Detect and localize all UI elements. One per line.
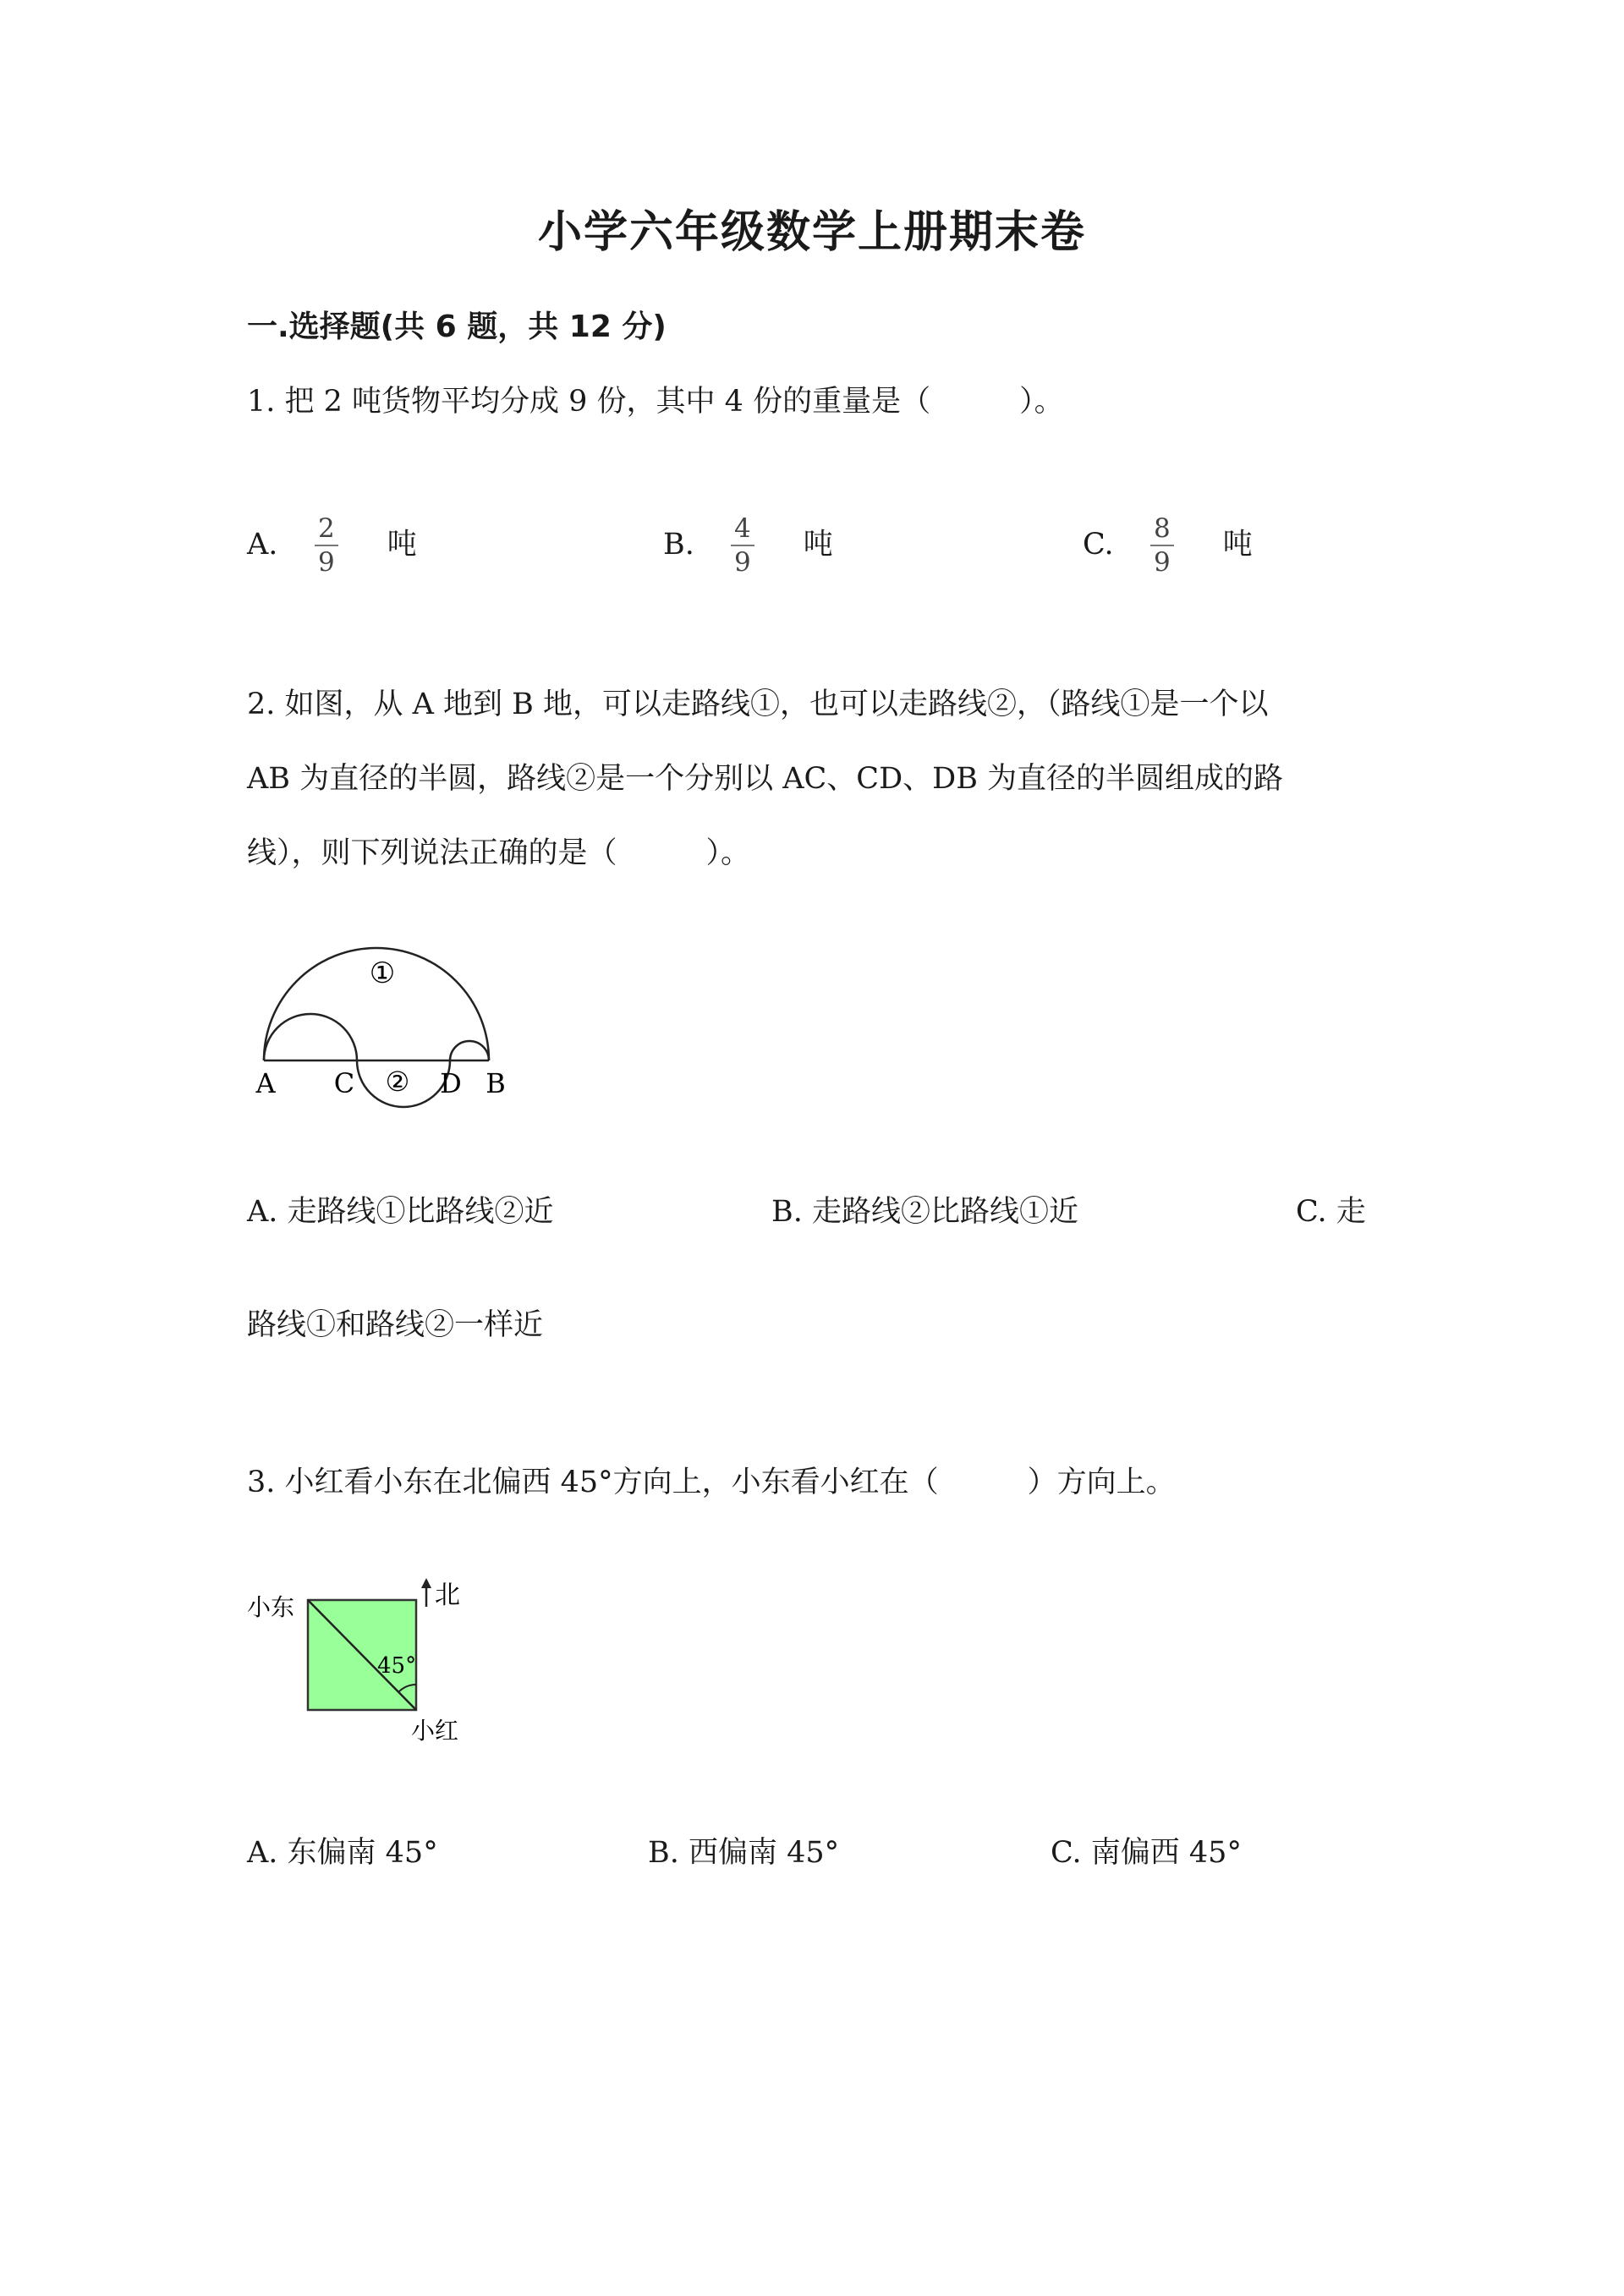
route-2-arc-ac: [264, 1014, 357, 1060]
north-arrow-head: [421, 1578, 431, 1588]
option-unit: 吨: [387, 527, 417, 562]
question-1-option-a[interactable]: [247, 514, 417, 577]
point-label-d: D: [440, 1067, 462, 1099]
point-label-c: C: [333, 1067, 355, 1099]
label-north: 北: [435, 1581, 460, 1610]
option-letter: A.: [247, 527, 278, 562]
question-3-option-b[interactable]: B. 西偏南 45°: [648, 1836, 840, 1870]
question-2-option-c[interactable]: C. 走: [1296, 1195, 1366, 1229]
question-2-option-c-continued: 路线①和路线②一样近: [247, 1308, 544, 1342]
fraction-bar: [315, 545, 338, 546]
page-title: 小学六年级数学上册期末卷: [537, 207, 1086, 258]
question-3-option-c[interactable]: C. 南偏西 45°: [1051, 1836, 1242, 1870]
question-1-option-b[interactable]: [663, 514, 833, 577]
label-xiaohong: 小红: [411, 1717, 459, 1745]
question-2-text-line-1: 2. 如图，从 A 地到 B 地，可以走路线①，也可以走路线②，（路线①是一个以: [247, 688, 1269, 721]
route-2-label: ②: [385, 1066, 410, 1098]
semicircle-route-figure: [254, 947, 516, 1108]
fraction-numerator: 2: [318, 513, 335, 544]
question-2-option-a[interactable]: A. 走路线①比路线②近: [247, 1195, 554, 1229]
fraction: [731, 514, 754, 577]
fraction-denominator: 9: [318, 547, 335, 578]
fraction-denominator: 9: [1154, 547, 1171, 578]
route-1-label: ①: [369, 956, 396, 990]
question-2-text-line-3: 线），则下列说法正确的是（ ）。: [247, 836, 751, 870]
fraction: [315, 514, 338, 577]
question-2-option-b[interactable]: B. 走路线②比路线①近: [771, 1195, 1078, 1229]
option-letter: C.: [1083, 527, 1114, 562]
question-1-text: 1. 把 2 吨货物平均分成 9 份，其中 4 份的重量是（ ）。: [247, 385, 1064, 419]
question-3-option-a[interactable]: A. 东偏南 45°: [247, 1836, 438, 1870]
section-heading: 一.选择题(共 6 题，共 12 分): [247, 310, 667, 344]
fraction-numerator: 4: [734, 513, 751, 544]
option-letter: B.: [663, 527, 694, 562]
question-1-option-c[interactable]: [1083, 514, 1253, 577]
option-unit: 吨: [803, 527, 833, 562]
label-xiaodong: 小东: [247, 1593, 295, 1621]
fraction: [1150, 514, 1174, 577]
direction-square-figure: [245, 1573, 482, 1745]
route-2-arc-db: [450, 1041, 489, 1060]
point-label-b: B: [486, 1067, 506, 1099]
fraction-numerator: 8: [1154, 513, 1171, 544]
question-2-text-line-2: AB 为直径的半圆，路线②是一个分别以 AC、CD、DB 为直径的半圆组成的路: [247, 762, 1284, 796]
question-3-text: 3. 小红看小东在北偏西 45°方向上，小东看小红在（ ）方向上。: [247, 1466, 1176, 1499]
fraction-bar: [731, 545, 754, 546]
fraction-bar: [1150, 545, 1174, 546]
label-angle: 45°: [377, 1653, 417, 1679]
fraction-denominator: 9: [734, 547, 751, 578]
option-unit: 吨: [1222, 527, 1253, 562]
point-label-a: A: [255, 1067, 276, 1099]
